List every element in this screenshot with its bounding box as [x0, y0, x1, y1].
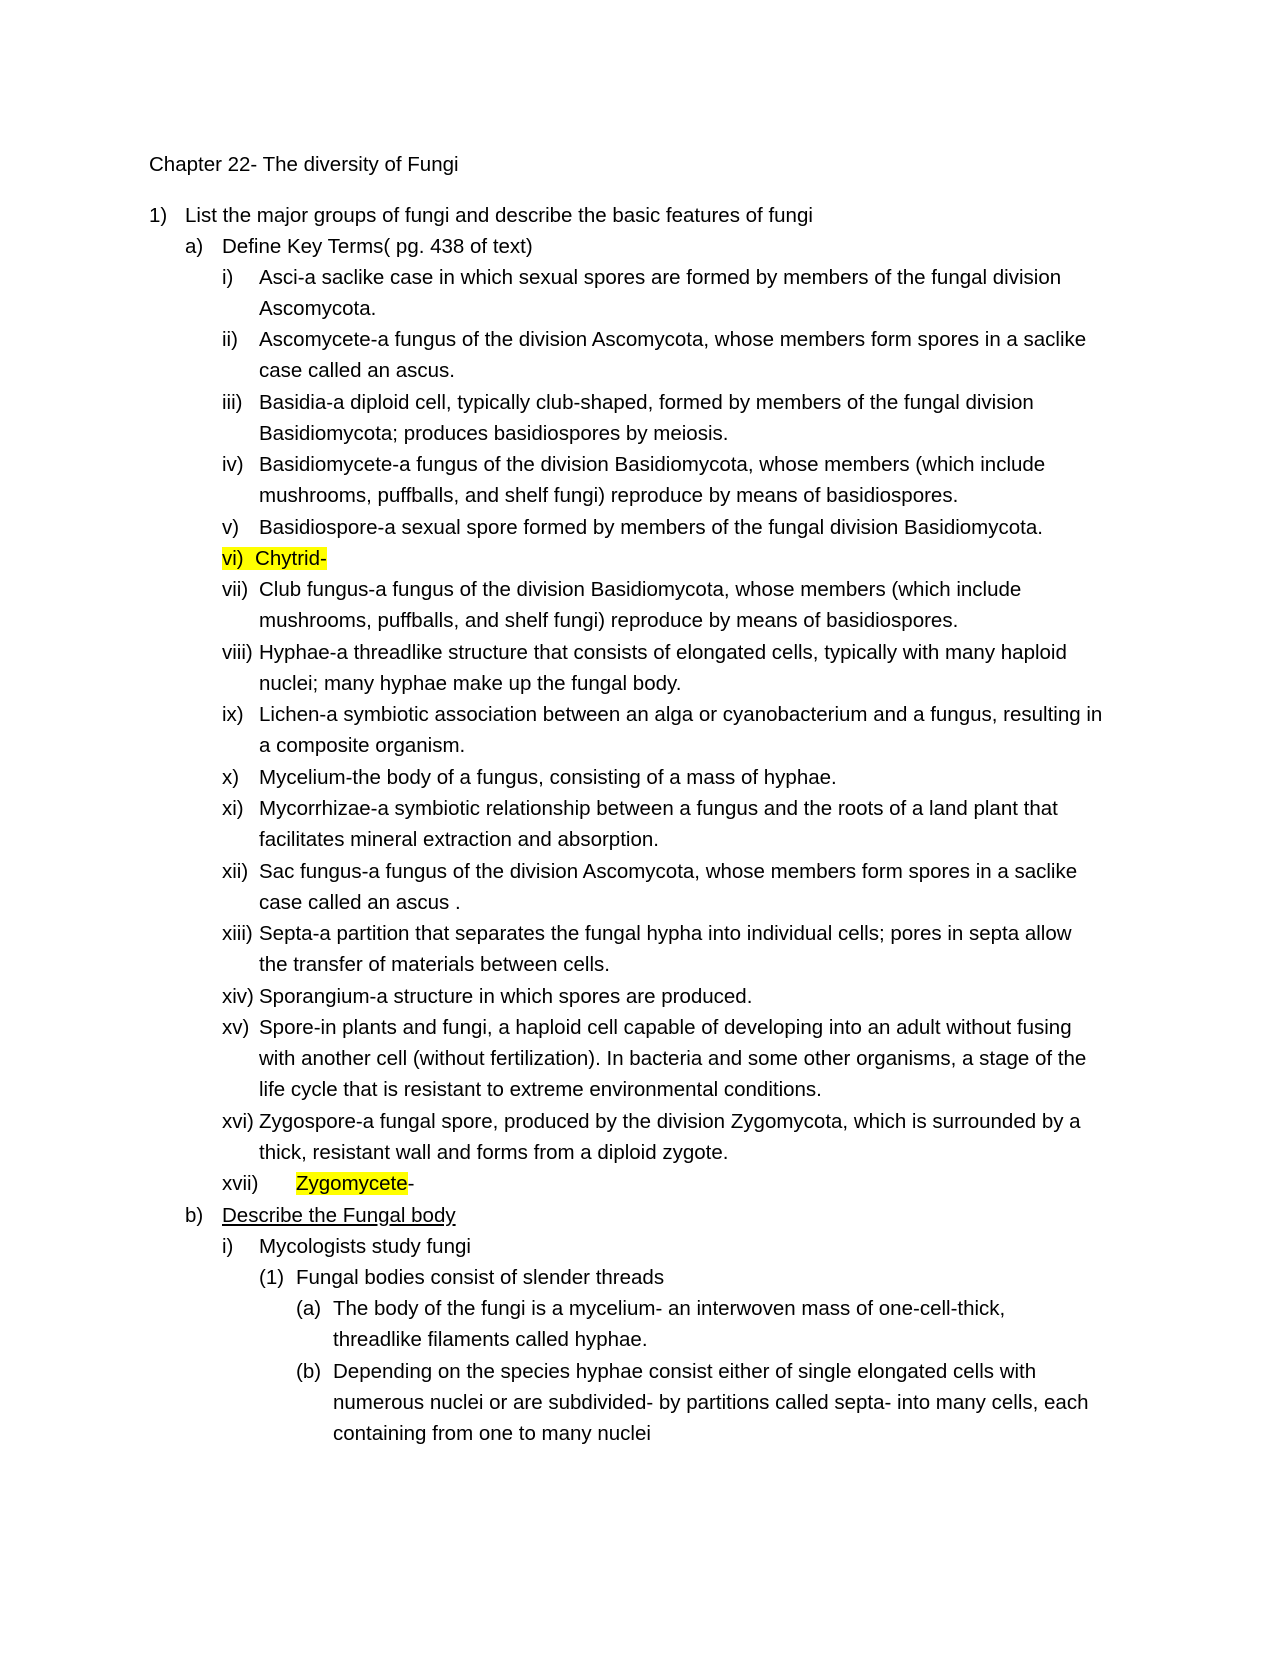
b-i-text: Mycologists study fungi [259, 1235, 471, 1258]
term-mycelium: Mycelium-the body of a fungus, consisting of a mass of hyphae. [259, 766, 837, 789]
b-i-1-b-marker: (b) [296, 1360, 322, 1383]
term-marker: xvi) [222, 1110, 254, 1133]
term-marker: vii) [222, 578, 249, 601]
term-spore-cont: life cycle that is resistant to extreme environmental conditions. [259, 1078, 822, 1101]
term-marker: viii) [222, 641, 253, 664]
term-zygomycete-row [296, 1169, 414, 1199]
term-spore-cont: with another cell (without fertilization). In bacteria and some other organisms, a stage of the [259, 1047, 1087, 1070]
term-sac-fungus-cont: case called an ascus . [259, 891, 461, 914]
term-marker: v) [222, 516, 240, 539]
term-ascomycete-cont: case called an ascus. [259, 359, 456, 382]
term-marker: iv) [222, 453, 244, 476]
term-marker: ix) [222, 703, 244, 726]
b-i-1-marker: (1) [259, 1266, 285, 1289]
term-marker: xiii) [222, 922, 253, 945]
term-marker: x) [222, 766, 240, 789]
term-zygospore: Zygospore-a fungal spore, produced by the division Zygomycota, which is surrounded by a [259, 1110, 1081, 1133]
term-asci: Asci-a saclike case in which sexual spores are formed by members of the fungal division [259, 266, 1062, 289]
page-title: Chapter 22- The diversity of Fungi [149, 153, 459, 176]
term-zygomycete-dash: - [407, 1172, 415, 1195]
item-a-heading: Define Key Terms( pg. 438 of text) [222, 235, 533, 258]
term-basidia: Basidia-a diploid cell, typically club-shaped, formed by members of the fungal division [259, 391, 1034, 414]
term-spore: Spore-in plants and fungi, a haploid cell capable of developing into an adult without fusing [259, 1016, 1072, 1039]
b-i-1-b-text-cont: containing from one to many nuclei [333, 1422, 651, 1445]
b-i-1-a-text-cont: threadlike filaments called hyphae. [333, 1328, 648, 1351]
term-basidiomycete: Basidiomycete-a fungus of the division Basidiomycota, whose members (which include [259, 453, 1046, 476]
term-ascomycete: Ascomycete-a fungus of the division Ascomycota, whose members form spores in a saclike [259, 328, 1087, 351]
term-basidiospore: Basidiospore-a sexual spore formed by members of the fungal division Basidiomycota. [259, 516, 1043, 539]
term-zygomycete: Zygomycete [296, 1172, 408, 1195]
b-i-1-a-marker: (a) [296, 1297, 322, 1320]
term-club-fungus: Club fungus-a fungus of the division Basidiomycota, whose members (which include [259, 578, 1022, 601]
term-marker: iii) [222, 391, 243, 414]
item-b-heading: Describe the Fungal body [222, 1204, 456, 1227]
term-marker: xiv) [222, 985, 254, 1008]
term-lichen: Lichen-a symbiotic association between an alga or cyanobacterium and a fungus, resulting in [259, 703, 1103, 726]
term-basidia-cont: Basidiomycota; produces basidiospores by meiosis. [259, 422, 729, 445]
term-marker: xii) [222, 860, 249, 883]
item-a-marker: a) [185, 235, 204, 258]
term-marker: xv) [222, 1016, 250, 1039]
b-i-1-b-text-cont: numerous nuclei or are subdivided- by partitions called septa- into many cells, each [333, 1391, 1089, 1414]
section-1-marker: 1) [149, 204, 168, 227]
term-mycorrhizae-cont: facilitates mineral extraction and absorption. [259, 828, 659, 851]
term-marker: vi) [222, 547, 244, 570]
b-i-marker: i) [222, 1235, 234, 1258]
term-hyphae-cont: nuclei; many hyphae make up the fungal body. [259, 672, 682, 695]
term-chytrid: Chytrid- [255, 547, 327, 570]
b-i-1-a-text: The body of the fungi is a mycelium- an interwoven mass of one-cell-thick, [333, 1297, 1006, 1320]
term-club-fungus-cont: mushrooms, puffballs, and shelf fungi) reproduce by means of basidiospores. [259, 609, 959, 632]
term-zygospore-cont: thick, resistant wall and forms from a diploid zygote. [259, 1141, 729, 1164]
term-asci-cont: Ascomycota. [259, 297, 377, 320]
term-marker: ii) [222, 328, 238, 351]
term-basidiomycete-cont: mushrooms, puffballs, and shelf fungi) reproduce by means of basidiospores. [259, 484, 959, 507]
term-septa-cont: the transfer of materials between cells. [259, 953, 610, 976]
term-marker: xi) [222, 797, 244, 820]
b-i-1-text: Fungal bodies consist of slender threads [296, 1266, 665, 1289]
term-septa: Septa-a partition that separates the fungal hypha into individual cells; pores in septa allow [259, 922, 1072, 945]
term-marker: i) [222, 266, 234, 289]
item-b-marker: b) [185, 1204, 204, 1227]
term-hyphae: Hyphae-a threadlike structure that consists of elongated cells, typically with many haploid [259, 641, 1067, 664]
section-1-heading: List the major groups of fungi and describe the basic features of fungi [185, 204, 813, 227]
term-sac-fungus: Sac fungus-a fungus of the division Ascomycota, whose members form spores in a saclike [259, 860, 1078, 883]
term-chytrid-row [222, 544, 327, 574]
b-i-1-b-text: Depending on the species hyphae consist either of single elongated cells with [333, 1360, 1037, 1383]
term-sporangium: Sporangium-a structure in which spores are produced. [259, 985, 753, 1008]
term-marker: xvii) [222, 1172, 259, 1195]
term-lichen-cont: a composite organism. [259, 734, 466, 757]
term-mycorrhizae: Mycorrhizae-a symbiotic relationship between a fungus and the roots of a land plant that [259, 797, 1058, 820]
